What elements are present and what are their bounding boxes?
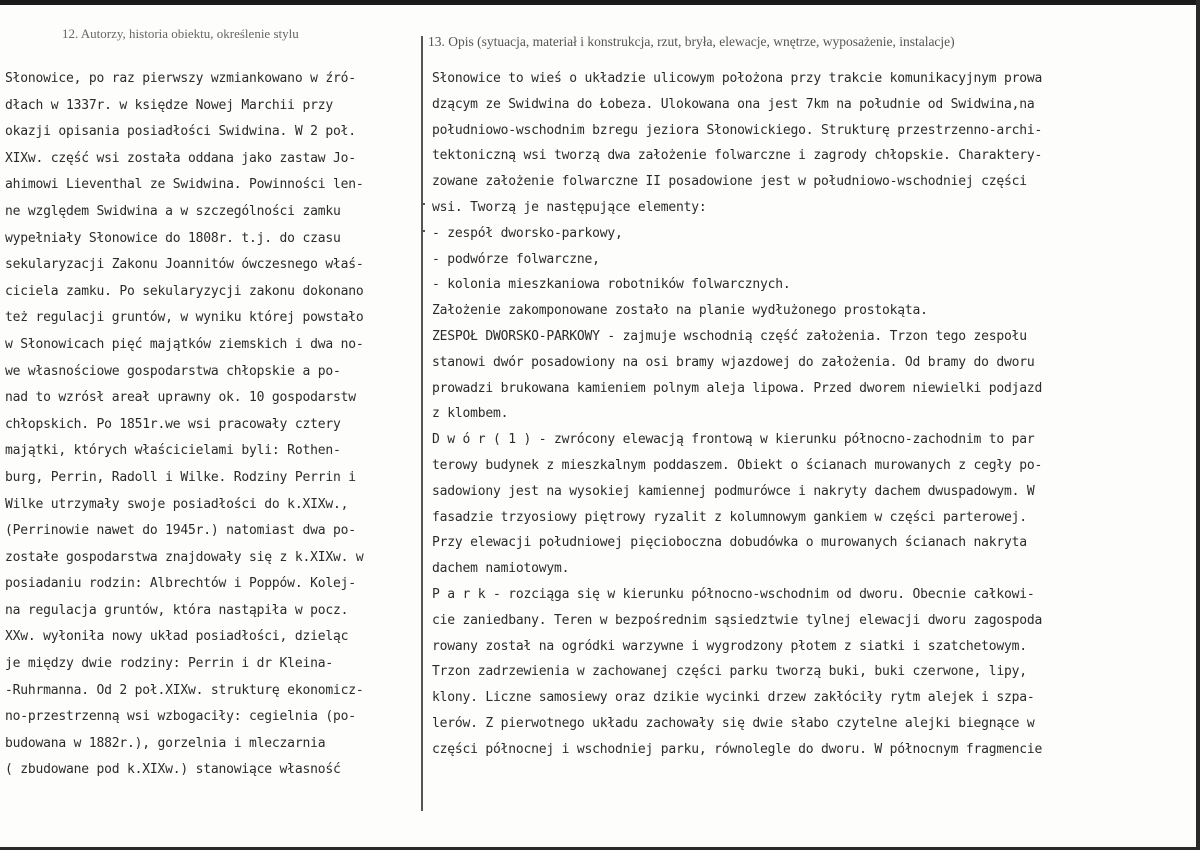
text-line: wypełniały Słonowice do 1808r. t.j. do czasu (5, 230, 341, 246)
text-line: części północnej i wschodniej parku, równolegle do dworu. W północnym fragmencie (432, 741, 1043, 757)
text-line: Słonowice to wieś o układzie ulicowym położona przy trakcie komunikacyjnym prowa (432, 71, 1043, 86)
scan-top-edge (0, 0, 1200, 5)
text-line: klony. Liczne samosiewy oraz dzikie wycinki drzew zakłóciły rytm alejek i szpa- (432, 690, 1035, 706)
text-line: fasadzie trzyosiowy piętrowy ryzalit z kolumnowym gankiem w części parterowej. (432, 509, 1027, 525)
text-line: terowy budynek z mieszkalnym poddaszem. Obiekt o ścianach murowanych z cegły po- (432, 457, 1043, 473)
text-line: okazji opisania posiadłości Swidwina. W 2 poł. (5, 124, 356, 140)
right-column-header: 13. Opis (sytuacja, materiał i konstrukcja, rzut, bryła, elewacje, wnętrze, wyposażenie, instalacje) (428, 34, 955, 49)
scan-right-edge (1196, 0, 1200, 850)
text-line: Trzon zadrzewienia w zachowanej części parku tworzą buki, buki czerwone, lipy, (432, 664, 1027, 680)
text-line: - podwórze folwarczne, (432, 251, 600, 267)
text-line: wsi. Tworzą je następujące elementy: (432, 199, 707, 215)
text-line: je między dwie rodziny: Perrin i dr Kleina- (5, 656, 333, 672)
text-line: burg, Perrin, Radoll i Wilke. Rodziny Perrin i (5, 469, 356, 485)
text-line: cie zaniedbany. Teren w bezpośrednim sąsiedztwie tylnej elewacji dworu zagospoda (432, 612, 1043, 628)
text-line: prowadzi brukowana kamieniem polnym aleja lipowa. Przed dworem niewielki podjazd (432, 380, 1043, 396)
text-line: P a r k - rozciąga się w kierunku północno-wschodnim od dworu. Obecnie całkowi- (432, 586, 1035, 602)
text-line: stanowi dwór posadowiony na osi bramy wjazdowej do założenia. Od bramy do dworu (432, 354, 1035, 370)
text-line: majątki, których właścicielami byli: Rothen- (5, 443, 341, 459)
left-column-header: 12. Autorzy, historia obiektu, określenie stylu (62, 26, 299, 41)
text-line: zowane założenie folwarczne II posadowione jest w południowo-wschodniej części (432, 174, 1027, 190)
text-line: też regulacji gruntów, w wyniku której powstało (5, 310, 364, 326)
text-line: sadowiony jest na wysokiej kamiennej podmurówce i nakryty dachem dwuspadowym. W (432, 483, 1035, 499)
text-line: we własnościowe gospodarstwa chłopskie a po- (5, 363, 341, 379)
text-line: (Perrinowie nawet do 1945r.) natomiast dwa po- (5, 523, 356, 539)
text-line: -Ruhrmanna. Od 2 poł.XIXw. strukturę ekonomicz- (5, 682, 364, 698)
text-line: dłach w 1337r. w księdze Nowej Marchii przy (5, 97, 333, 113)
text-line: XIXw. część wsi została oddana jako zastaw Jo- (5, 150, 356, 166)
text-line: XXw. wyłoniła nowy układ posiadłości, dzieląc (5, 629, 349, 645)
text-line: ( zbudowane pod k.XIXw.) stanowiące własność (5, 762, 341, 778)
text-line: lerów. Z pierwotnego układu zachowały się dwie słabo czytelne alejki biegnące w (432, 715, 1035, 731)
text-line: ahimowi Lieventhal ze Swidwina. Powinności len- (5, 177, 364, 193)
text-line: Założenie zakomponowane zostało na planie wydłużonego prostokąta. (432, 303, 928, 319)
text-line: na regulacja gruntów, która nastąpiła w pocz. (5, 602, 349, 618)
text-line: sekularyzacji Zakonu Joannitów ówczesnego właś- (5, 257, 364, 273)
text-line: posiadaniu rodzin: Albrechtów i Poppów. Kolej- (5, 576, 356, 592)
text-line: chłopskich. Po 1851r.we wsi pracowały cztery (5, 416, 341, 432)
description-text-column (432, 66, 1192, 763)
text-line: Słonowice, po raz pierwszy wzmiankowano w źró- (5, 71, 356, 86)
text-line: południowo-wschodnim bzregu jeziora Słonowickiego. Strukturę przestrzenno-archi- (432, 122, 1043, 138)
divider-tick (421, 230, 425, 232)
history-text-column (5, 66, 420, 784)
text-line: D w ó r ( 1 ) - zwrócony elewacją frontową w kierunku północno-zachodnim to par (432, 432, 1035, 448)
text-line: ciciela zamku. Po sekularyzycji zakonu dokonano (5, 283, 364, 299)
text-line: nad to wzrósł areał uprawny ok. 10 gospodarstw (5, 390, 356, 406)
text-line: w Słonowicach pięć majątków ziemskich i dwa no- (5, 336, 364, 352)
text-line: - kolonia mieszkaniowa robotników folwarcznych. (432, 277, 791, 293)
divider-tick (421, 203, 425, 205)
text-line: no-przestrzenną wsi wzbogaciły: cegielnia (po- (5, 709, 356, 725)
text-line: - zespół dworsko-parkowy, (432, 225, 623, 241)
text-line: z klombem. (432, 406, 509, 422)
text-line: zostałe gospodarstwa znajdowały się z k.XIXw. w (5, 549, 364, 565)
text-line: ZESPOŁ DWORSKO-PARKOWY - zajmuje wschodnią część założenia. Trzon tego zespołu (432, 328, 1027, 344)
text-line: dachem namiotowym. (432, 561, 570, 577)
text-line: rowany został na ogródki warzywne i wygrodzony płotem z siatki i szatchetowym. (432, 638, 1027, 654)
text-line: Przy elewacji południowej pięcioboczna dobudówka o murowanych ścianach nakryta (432, 535, 1027, 551)
text-line: Wilke utrzymały swoje posiadłości do k.XIXw., (5, 496, 349, 512)
text-line: ne względem Swidwina a w szczególności zamku (5, 203, 341, 219)
text-line: dzącym ze Swidwina do Łobeza. Ulokowana ona jest 7km na południe od Swidwina,na (432, 96, 1035, 112)
column-divider (421, 36, 423, 811)
text-line: budowana w 1882r.), gorzelnia i mleczarnia (5, 735, 326, 751)
text-line: tektoniczną wsi tworzą dwa założenie folwarczne i zagrody chłopskie. Charaktery- (432, 148, 1043, 164)
